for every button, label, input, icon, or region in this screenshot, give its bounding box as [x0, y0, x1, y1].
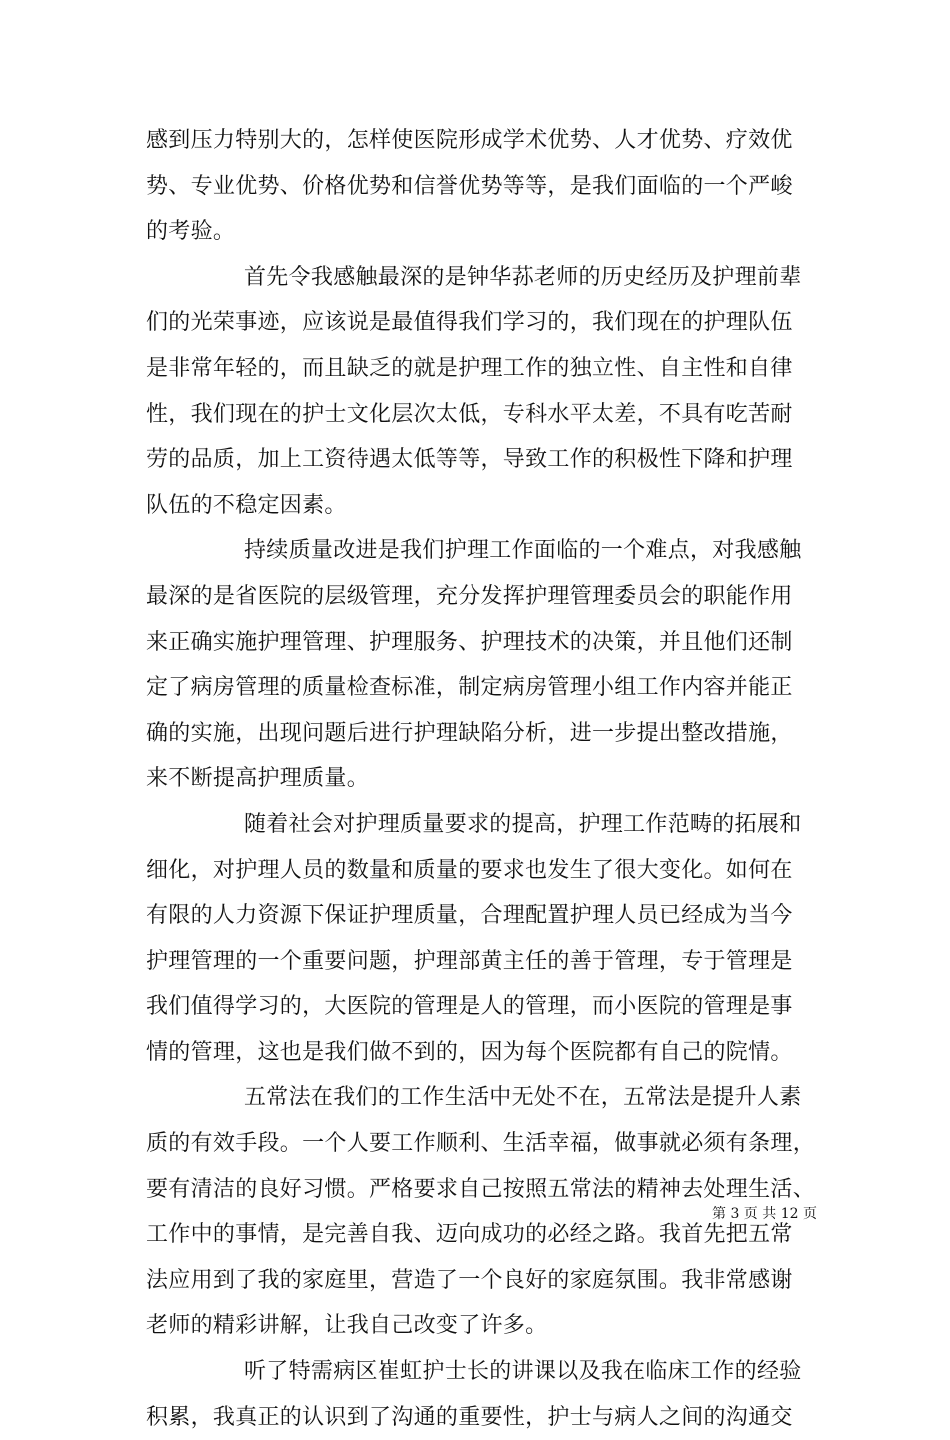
text-line: 性，我们现在的护士文化层次太低，专科水平太差，不具有吃苦耐: [146, 401, 793, 427]
text-line: 劳的品质，加上工资待遇太低等等，导致工作的积极性下降和护理: [146, 447, 793, 473]
text-line: 护理管理的一个重要问题，护理部黄主任的善于管理，专于管理是: [146, 948, 793, 974]
text-line: 法应用到了我的家庭里，营造了一个良好的家庭氛围。我非常感谢: [146, 1267, 793, 1293]
page-number-footer: 第 3 页 共 12 页: [712, 1206, 817, 1222]
text-line: 最深的是省医院的层级管理，充分发挥护理管理委员会的职能作用: [146, 583, 793, 609]
text-line: 感到压力特别大的，怎样使医院形成学术优势、人才优势、疗效优: [146, 128, 793, 153]
text-line: 们的光荣事迹，应该说是最值得我们学习的，我们现在的护理队伍: [146, 310, 793, 336]
text-line: 来不断提高护理质量。: [146, 766, 370, 792]
paragraph-first-line: 首先令我感触最深的是钟华荪老师的历史经历及护理前辈: [244, 264, 802, 290]
text-line: 细化，对护理人员的数量和质量的要求也发生了很大变化。如何在: [146, 857, 793, 883]
paragraph-first-line: 持续质量改进是我们护理工作面临的一个难点，对我感触: [244, 538, 802, 564]
text-line: 来正确实施护理管理、护理服务、护理技术的决策，并且他们还制: [146, 629, 793, 655]
text-line: 确的实施，出现问题后进行护理缺陷分析，进一步提出整改措施，: [146, 720, 793, 746]
text-line: 定了病房管理的质量检查标准，制定病房管理小组工作内容并能正: [146, 675, 793, 701]
text-line: 积累，我真正的认识到了沟通的重要性，护士与病人之间的沟通交: [146, 1404, 793, 1430]
paragraph-first-line: 听了特需病区崔虹护士长的讲课以及我在临床工作的经验: [244, 1359, 802, 1385]
text-line: 我们值得学习的，大医院的管理是人的管理，而小医院的管理是事: [146, 994, 793, 1020]
paragraph-first-line: 随着社会对护理质量要求的提高，护理工作范畴的拓展和: [244, 811, 802, 837]
text-line: 老师的精彩讲解，让我自己改变了许多。: [146, 1313, 548, 1339]
text-line: 质的有效手段。一个人要工作顺利、生活幸福，做事就必须有条理，: [146, 1131, 816, 1157]
body-text: [146, 118, 816, 1440]
text-line: 要有清洁的良好习惯。严格要求自己按照五常法的精神去处理生活、: [146, 1176, 816, 1202]
text-line: 工作中的事情，是完善自我、迈向成功的必经之路。我首先把五常: [146, 1222, 793, 1248]
paragraph-first-line: 五常法在我们的工作生活中无处不在，五常法是提升人素: [244, 1085, 802, 1111]
text-line: 队伍的不稳定因素。: [146, 492, 347, 518]
text-line: 势、专业优势、价格优势和信誉优势等等，是我们面临的一个严峻: [146, 173, 793, 199]
text-line: 的考验。: [146, 219, 236, 245]
text-line: 情的管理，这也是我们做不到的，因为每个医院都有自己的院情。: [146, 1039, 793, 1065]
text-line: 是非常年轻的，而且缺乏的就是护理工作的独立性、自主性和自律: [146, 355, 793, 381]
text-line: 有限的人力资源下保证护理质量，合理配置护理人员已经成为当今: [146, 903, 793, 929]
